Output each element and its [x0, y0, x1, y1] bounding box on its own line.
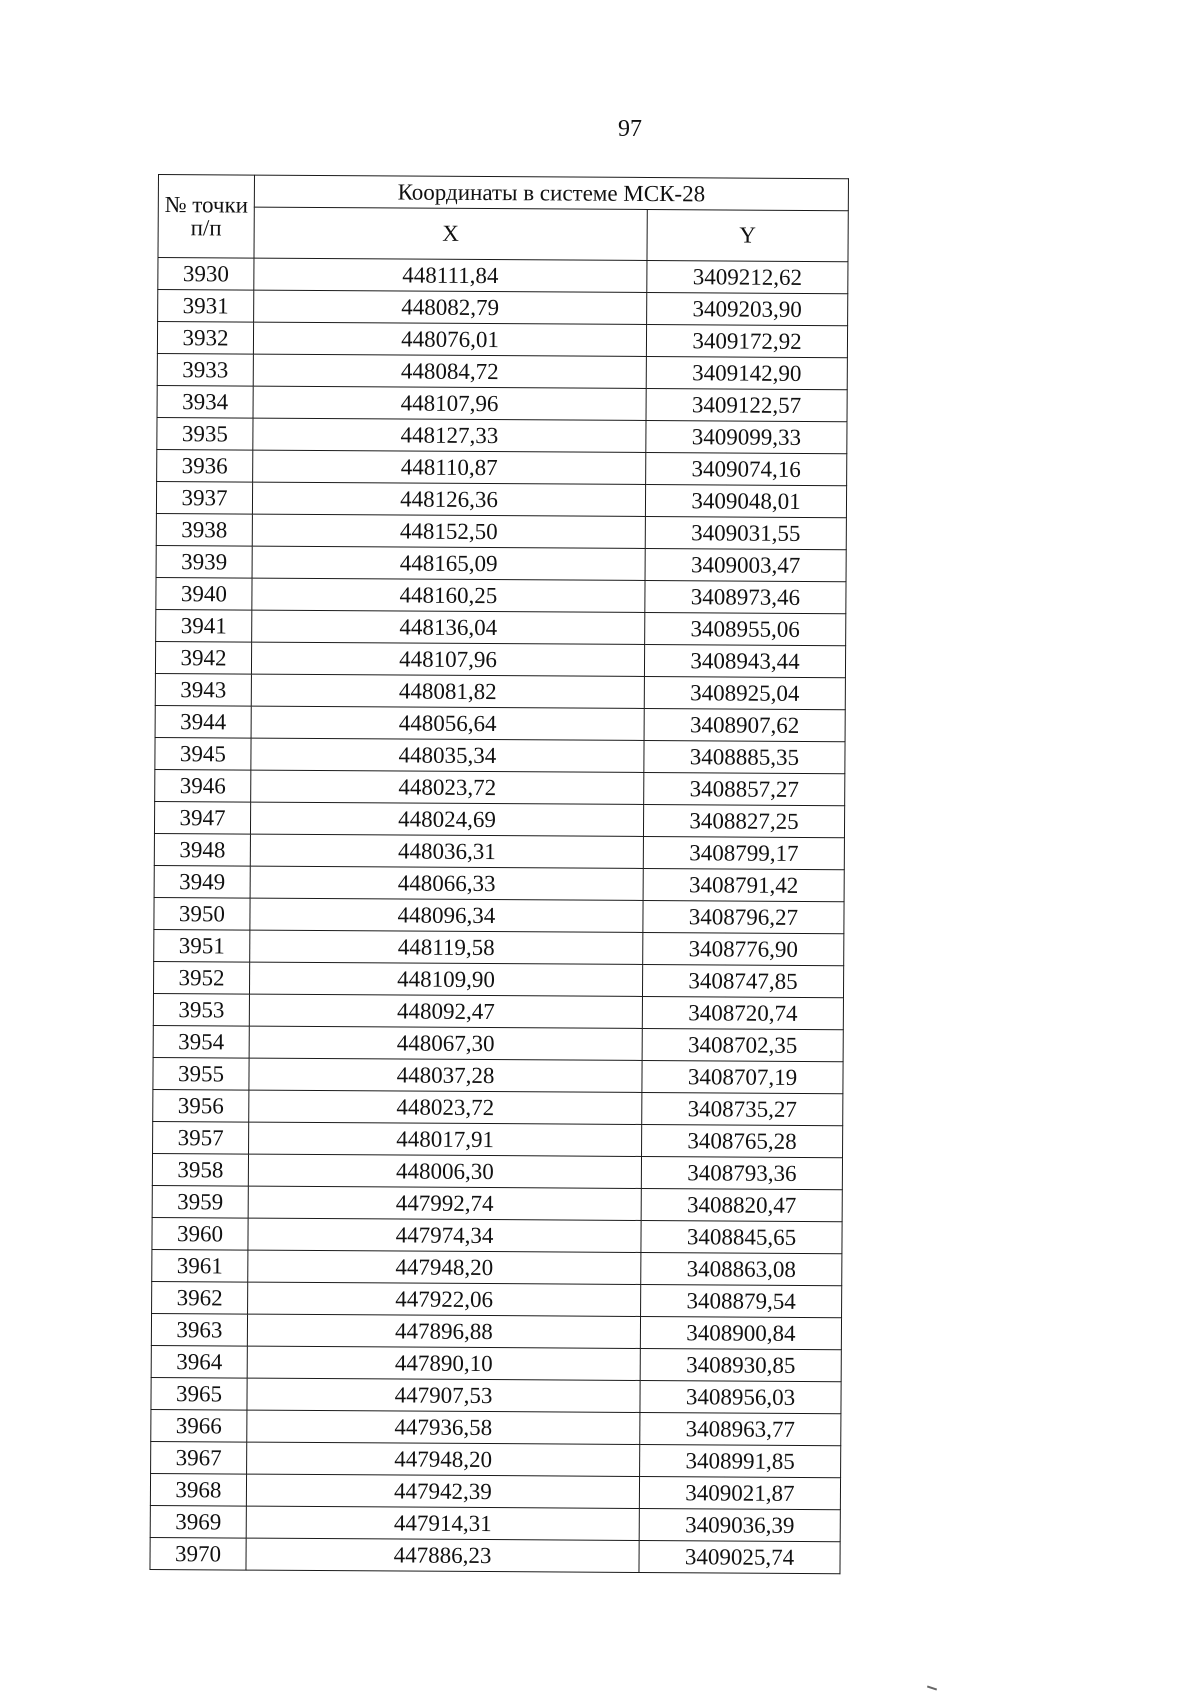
- table-row: [155, 705, 845, 741]
- x-coordinate-cell: 448111,84: [254, 258, 647, 292]
- y-coordinate-cell: 3408900,84: [640, 1316, 841, 1349]
- x-coordinate-cell: 447948,20: [247, 1442, 640, 1476]
- x-coordinate-cell: 448081,82: [251, 674, 644, 708]
- y-coordinate-cell: 3408879,54: [641, 1284, 842, 1317]
- y-coordinate-cell: 3409048,01: [645, 484, 846, 517]
- y-coordinate-cell: 3408820,47: [641, 1188, 842, 1221]
- y-coordinate-cell: 3408793,36: [641, 1156, 842, 1189]
- table-row: [155, 737, 845, 773]
- table-row: [154, 897, 844, 933]
- point-number-cell: 3965: [151, 1377, 247, 1410]
- x-coordinate-cell: 448107,96: [253, 386, 646, 420]
- table-row: [152, 1281, 842, 1317]
- point-number-cell: 3940: [156, 577, 252, 610]
- y-coordinate-cell: 3408827,25: [643, 804, 844, 837]
- y-coordinate-cell: 3409031,55: [645, 516, 846, 549]
- x-coordinate-cell: 447914,31: [246, 1506, 639, 1540]
- point-number-cell: 3949: [154, 865, 250, 898]
- y-coordinate-cell: 3408707,19: [642, 1060, 843, 1093]
- y-coordinate-cell: 3409122,57: [646, 388, 847, 421]
- point-number-cell: 3962: [152, 1281, 248, 1314]
- y-coordinate-cell: 3409099,33: [646, 420, 847, 453]
- y-coordinate-cell: 3408907,62: [644, 708, 845, 741]
- table-row: [153, 1089, 843, 1125]
- y-coordinate-cell: 3408857,27: [644, 772, 845, 805]
- y-coordinate-cell: 3408991,85: [640, 1444, 841, 1477]
- table-row: [157, 449, 847, 485]
- y-coordinate-cell: 3408776,90: [643, 932, 844, 965]
- x-coordinate-cell: 448006,30: [248, 1154, 641, 1188]
- table-row: [158, 290, 848, 326]
- coordinates-table: [149, 174, 849, 1574]
- table-row: [152, 1153, 842, 1189]
- table-row: [150, 1473, 840, 1509]
- point-number-cell: 3935: [157, 417, 253, 450]
- y-coordinate-cell: 3409036,39: [639, 1508, 840, 1541]
- y-coordinate-cell: 3408720,74: [642, 996, 843, 1029]
- x-coordinate-cell: 448092,47: [249, 994, 642, 1028]
- point-number-cell: 3968: [150, 1473, 246, 1506]
- y-coordinate-cell: 3408796,27: [643, 900, 844, 933]
- point-number-cell: 3938: [156, 513, 252, 546]
- x-coordinate-cell: 448165,09: [252, 546, 645, 580]
- table-row: [154, 865, 844, 901]
- table-row: [153, 1121, 843, 1157]
- x-coordinate-cell: 447936,58: [247, 1410, 640, 1444]
- table-row: [154, 801, 844, 837]
- y-coordinate-cell: 3409203,90: [647, 292, 848, 325]
- y-coordinate-cell: 3409074,16: [646, 452, 847, 485]
- point-number-cell: 3933: [157, 353, 253, 386]
- point-number-cell: 3969: [150, 1505, 246, 1538]
- point-number-cell: 3952: [153, 961, 249, 994]
- table-row: [153, 993, 843, 1029]
- y-coordinate-cell: 3408925,04: [644, 676, 845, 709]
- x-coordinate-cell: 448017,91: [249, 1122, 642, 1156]
- y-coordinate-cell: 3408765,28: [642, 1124, 843, 1157]
- x-coordinate-cell: 447890,10: [247, 1346, 640, 1380]
- table-row: [151, 1377, 841, 1413]
- y-coordinate-cell: 3408799,17: [643, 836, 844, 869]
- x-coordinate-cell: 448082,79: [254, 290, 647, 324]
- table-row: [156, 577, 846, 613]
- x-coordinate-cell: 447886,23: [246, 1538, 639, 1572]
- point-number-cell: 3960: [152, 1217, 248, 1250]
- point-number-cell: 3948: [154, 833, 250, 866]
- scan-mark: [927, 1686, 937, 1691]
- table-row: [156, 513, 846, 549]
- y-coordinate-cell: 3409172,92: [646, 324, 847, 357]
- point-number-header: № точки п/п: [158, 175, 255, 259]
- x-coordinate-cell: 448119,58: [250, 930, 643, 964]
- table-row: [153, 1025, 843, 1061]
- x-coordinate-cell: 448126,36: [252, 482, 645, 516]
- point-number-cell: 3930: [158, 258, 254, 291]
- x-coordinate-cell: 448076,01: [253, 322, 646, 356]
- point-number-cell: 3942: [155, 641, 251, 674]
- y-coordinate-cell: 3408735,27: [642, 1092, 843, 1125]
- x-coordinate-cell: 448084,72: [253, 354, 646, 388]
- table-row: [155, 673, 845, 709]
- point-number-cell: 3963: [151, 1313, 247, 1346]
- point-number-cell: 3964: [151, 1345, 247, 1378]
- x-coordinate-cell: 448160,25: [252, 578, 645, 612]
- point-number-cell: 3961: [152, 1249, 248, 1282]
- point-number-cell: 3958: [152, 1153, 248, 1186]
- x-coordinate-cell: 447948,20: [248, 1250, 641, 1284]
- x-coordinate-cell: 447942,39: [246, 1474, 639, 1508]
- table-row: [151, 1345, 841, 1381]
- table-subheader-row: [158, 207, 848, 262]
- y-coordinate-cell: 3409003,47: [645, 548, 846, 581]
- point-number-cell: 3931: [158, 290, 254, 323]
- page-number: 97: [618, 116, 642, 142]
- x-coordinate-cell: 448023,72: [251, 770, 644, 804]
- point-number-cell: 3970: [150, 1537, 246, 1570]
- coordinate-system-header: Координаты в системе МСК-28: [254, 175, 848, 211]
- y-coordinate-cell: 3408702,35: [642, 1028, 843, 1061]
- x-coordinate-cell: 448037,28: [249, 1058, 642, 1092]
- point-number-cell: 3945: [155, 737, 251, 770]
- point-number-cell: 3953: [153, 993, 249, 1026]
- y-coordinate-cell: 3408955,06: [645, 612, 846, 645]
- table-row: [157, 322, 847, 358]
- y-coordinate-cell: 3409142,90: [646, 356, 847, 389]
- point-number-cell: 3956: [153, 1089, 249, 1122]
- point-number-cell: 3939: [156, 545, 252, 578]
- table-row: [150, 1505, 840, 1541]
- table-row: [156, 609, 846, 645]
- point-number-cell: 3946: [155, 769, 251, 802]
- x-coordinate-cell: 448127,33: [253, 418, 646, 452]
- table-row: [154, 929, 844, 965]
- x-column-header: X: [254, 207, 647, 260]
- table-row: [151, 1441, 841, 1477]
- x-coordinate-cell: 448036,31: [250, 834, 643, 868]
- point-number-cell: 3954: [153, 1025, 249, 1058]
- point-number-cell: 3941: [156, 609, 252, 642]
- x-coordinate-cell: 448066,33: [250, 866, 643, 900]
- table-row: [155, 769, 845, 805]
- y-coordinate-cell: 3409021,87: [639, 1476, 840, 1509]
- y-coordinate-cell: 3408930,85: [640, 1348, 841, 1381]
- x-coordinate-cell: 448107,96: [251, 642, 644, 676]
- x-coordinate-cell: 447974,34: [248, 1218, 641, 1252]
- table-row: [151, 1313, 841, 1349]
- x-coordinate-cell: 448023,72: [249, 1090, 642, 1124]
- point-number-cell: 3934: [157, 385, 253, 418]
- point-number-cell: 3967: [151, 1441, 247, 1474]
- y-coordinate-cell: 3408747,85: [642, 964, 843, 997]
- x-coordinate-cell: 447992,74: [248, 1186, 641, 1220]
- point-number-cell: 3966: [151, 1409, 247, 1442]
- table-row: [151, 1409, 841, 1445]
- y-coordinate-cell: 3408885,35: [644, 740, 845, 773]
- table-row: [150, 1537, 840, 1573]
- point-number-cell: 3955: [153, 1057, 249, 1090]
- table-row: [152, 1249, 842, 1285]
- y-coordinate-cell: 3408943,44: [644, 644, 845, 677]
- x-coordinate-cell: 448152,50: [252, 514, 645, 548]
- y-coordinate-cell: 3409025,74: [639, 1540, 840, 1573]
- point-number-cell: 3937: [156, 481, 252, 514]
- table-row: [155, 641, 845, 677]
- table-row: [153, 1057, 843, 1093]
- y-coordinate-cell: 3408956,03: [640, 1380, 841, 1413]
- table-row: [157, 385, 847, 421]
- y-coordinate-cell: 3409212,62: [647, 260, 848, 293]
- x-coordinate-cell: 447922,06: [248, 1282, 641, 1316]
- table-row: [156, 481, 846, 517]
- x-coordinate-cell: 448056,64: [251, 706, 644, 740]
- x-coordinate-cell: 448109,90: [249, 962, 642, 996]
- point-number-cell: 3957: [153, 1121, 249, 1154]
- y-column-header: Y: [647, 209, 848, 261]
- point-number-cell: 3944: [155, 705, 251, 738]
- y-coordinate-cell: 3408973,46: [645, 580, 846, 613]
- coordinates-table-wrapper: [149, 174, 848, 1574]
- table-row: [152, 1217, 842, 1253]
- x-coordinate-cell: 448067,30: [249, 1026, 642, 1060]
- point-number-cell: 3959: [152, 1185, 248, 1218]
- y-coordinate-cell: 3408863,08: [641, 1252, 842, 1285]
- table-row: [158, 258, 848, 294]
- x-coordinate-cell: 448110,87: [253, 450, 646, 484]
- table-row: [156, 545, 846, 581]
- x-coordinate-cell: 447896,88: [247, 1314, 640, 1348]
- x-coordinate-cell: 447907,53: [247, 1378, 640, 1412]
- table-row: [154, 833, 844, 869]
- point-number-cell: 3936: [157, 449, 253, 482]
- table-row: [152, 1185, 842, 1221]
- x-coordinate-cell: 448035,34: [251, 738, 644, 772]
- y-coordinate-cell: 3408963,77: [640, 1412, 841, 1445]
- x-coordinate-cell: 448024,69: [250, 802, 643, 836]
- table-body: [150, 258, 848, 1574]
- y-coordinate-cell: 3408845,65: [641, 1220, 842, 1253]
- point-number-cell: 3947: [154, 801, 250, 834]
- x-coordinate-cell: 448096,34: [250, 898, 643, 932]
- table-header-row: [158, 175, 848, 211]
- y-coordinate-cell: 3408791,42: [643, 868, 844, 901]
- x-coordinate-cell: 448136,04: [252, 610, 645, 644]
- point-number-cell: 3951: [154, 929, 250, 962]
- table-row: [153, 961, 843, 997]
- table-row: [157, 353, 847, 389]
- point-number-cell: 3943: [155, 673, 251, 706]
- table-row: [157, 417, 847, 453]
- point-number-cell: 3932: [157, 322, 253, 355]
- point-number-cell: 3950: [154, 897, 250, 930]
